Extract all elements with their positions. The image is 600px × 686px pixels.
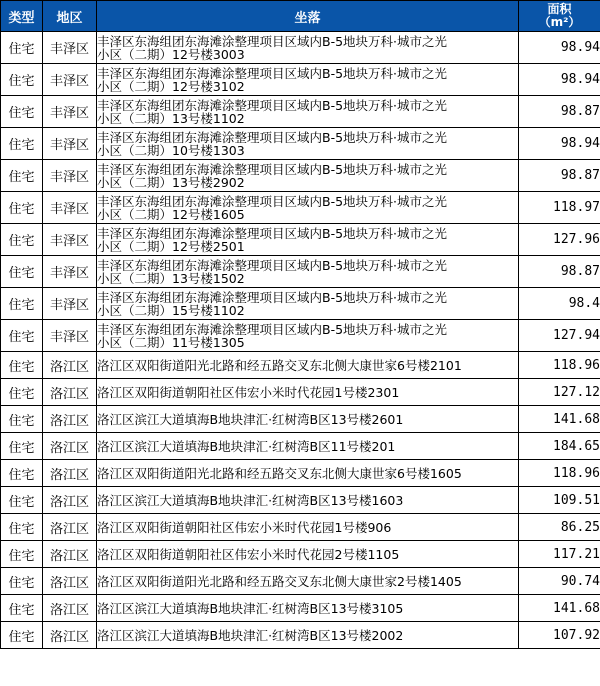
cell-location bbox=[97, 320, 519, 352]
cell-district: 洛江区 bbox=[43, 406, 97, 433]
cell-type: 住宅 bbox=[1, 288, 43, 320]
cell-district: 丰泽区 bbox=[43, 192, 97, 224]
location-line-2: 小区（二期）10号楼1303 bbox=[97, 142, 245, 158]
location-line-1: 丰泽区东海组团东海滩涂整理项目区域内B-5地块万科·城市之光 bbox=[97, 97, 448, 113]
table-row bbox=[1, 568, 600, 595]
cell-type: 住宅 bbox=[1, 256, 43, 288]
cell-area: 90.74 bbox=[519, 568, 600, 595]
cell-location bbox=[97, 433, 519, 460]
cell-location bbox=[97, 192, 519, 224]
cell-type: 住宅 bbox=[1, 96, 43, 128]
table-row bbox=[1, 160, 600, 192]
cell-district: 丰泽区 bbox=[43, 256, 97, 288]
header-district: 地区 bbox=[43, 1, 97, 32]
cell-location bbox=[97, 541, 519, 568]
cell-district: 洛江区 bbox=[43, 568, 97, 595]
cell-district: 丰泽区 bbox=[43, 160, 97, 192]
cell-district: 洛江区 bbox=[43, 487, 97, 514]
cell-district: 丰泽区 bbox=[43, 288, 97, 320]
cell-location bbox=[97, 406, 519, 433]
location-line-1: 洛江区双阳街道朝阳社区伟宏小米时代花园1号楼906 bbox=[97, 519, 392, 535]
cell-area: 98.87 bbox=[519, 256, 600, 288]
location-line-2: 小区（二期）13号楼1502 bbox=[97, 270, 245, 286]
location-line-2: 小区（二期）12号楼3003 bbox=[97, 46, 245, 62]
cell-type: 住宅 bbox=[1, 32, 43, 64]
table-row bbox=[1, 514, 600, 541]
cell-location bbox=[97, 256, 519, 288]
location-line-1: 丰泽区东海组团东海滩涂整理项目区域内B-5地块万科·城市之光 bbox=[97, 289, 448, 305]
cell-type: 住宅 bbox=[1, 541, 43, 568]
cell-area: 86.25 bbox=[519, 514, 600, 541]
table-row bbox=[1, 487, 600, 514]
cell-area: 109.51 bbox=[519, 487, 600, 514]
cell-district: 洛江区 bbox=[43, 352, 97, 379]
cell-location bbox=[97, 568, 519, 595]
table-row bbox=[1, 595, 600, 622]
cell-area: 127.94 bbox=[519, 320, 600, 352]
cell-location bbox=[97, 64, 519, 96]
cell-location bbox=[97, 595, 519, 622]
table-row bbox=[1, 192, 600, 224]
location-line-2: 小区（二期）15号楼1102 bbox=[97, 302, 245, 318]
cell-location bbox=[97, 288, 519, 320]
location-line-1: 丰泽区东海组团东海滩涂整理项目区域内B-5地块万科·城市之光 bbox=[97, 65, 448, 81]
location-line-1: 洛江区滨江大道填海B地块津汇·红树湾B区11号楼201 bbox=[97, 438, 396, 454]
header-area bbox=[519, 1, 600, 32]
cell-location bbox=[97, 514, 519, 541]
location-line-1: 洛江区双阳街道朝阳社区伟宏小米时代花园1号楼2301 bbox=[97, 384, 400, 400]
cell-district: 洛江区 bbox=[43, 595, 97, 622]
location-line-1: 洛江区滨江大道填海B地块津汇·红树湾B区13号楼3105 bbox=[97, 600, 404, 616]
cell-district: 丰泽区 bbox=[43, 128, 97, 160]
table-row bbox=[1, 541, 600, 568]
cell-type: 住宅 bbox=[1, 487, 43, 514]
cell-type: 住宅 bbox=[1, 352, 43, 379]
cell-area: 141.68 bbox=[519, 595, 600, 622]
cell-area: 118.96 bbox=[519, 352, 600, 379]
cell-location bbox=[97, 352, 519, 379]
cell-area: 127.96 bbox=[519, 224, 600, 256]
location-line-2: 小区（二期）12号楼3102 bbox=[97, 78, 245, 94]
cell-location bbox=[97, 96, 519, 128]
table-row bbox=[1, 460, 600, 487]
cell-area: 98.87 bbox=[519, 160, 600, 192]
cell-area: 98.94 bbox=[519, 32, 600, 64]
cell-district: 洛江区 bbox=[43, 460, 97, 487]
table-row bbox=[1, 128, 600, 160]
cell-district: 丰泽区 bbox=[43, 96, 97, 128]
cell-location bbox=[97, 622, 519, 649]
cell-type: 住宅 bbox=[1, 433, 43, 460]
cell-location bbox=[97, 160, 519, 192]
location-line-2: 小区（二期）13号楼1102 bbox=[97, 110, 245, 126]
cell-location bbox=[97, 32, 519, 64]
location-line-2: 小区（二期）11号楼1305 bbox=[97, 334, 245, 350]
cell-type: 住宅 bbox=[1, 224, 43, 256]
location-line-1: 洛江区滨江大道填海B地块津汇·红树湾B区13号楼2002 bbox=[97, 627, 404, 643]
cell-area: 107.92 bbox=[519, 622, 600, 649]
cell-district: 洛江区 bbox=[43, 541, 97, 568]
cell-district: 洛江区 bbox=[43, 433, 97, 460]
table-row bbox=[1, 320, 600, 352]
cell-district: 丰泽区 bbox=[43, 32, 97, 64]
location-line-1: 丰泽区东海组团东海滩涂整理项目区域内B-5地块万科·城市之光 bbox=[97, 321, 448, 337]
cell-type: 住宅 bbox=[1, 160, 43, 192]
header-type: 类型 bbox=[1, 1, 43, 32]
table-row bbox=[1, 32, 600, 64]
cell-type: 住宅 bbox=[1, 64, 43, 96]
cell-location bbox=[97, 460, 519, 487]
table-row bbox=[1, 622, 600, 649]
location-line-2: 小区（二期）13号楼2902 bbox=[97, 174, 245, 190]
table-row bbox=[1, 288, 600, 320]
location-line-1: 洛江区滨江大道填海B地块津汇·红树湾B区13号楼2601 bbox=[97, 411, 404, 427]
cell-location bbox=[97, 379, 519, 406]
cell-district: 丰泽区 bbox=[43, 224, 97, 256]
header-row bbox=[1, 1, 600, 32]
cell-type: 住宅 bbox=[1, 595, 43, 622]
table-row bbox=[1, 433, 600, 460]
cell-location bbox=[97, 128, 519, 160]
cell-type: 住宅 bbox=[1, 514, 43, 541]
cell-area: 127.12 bbox=[519, 379, 600, 406]
cell-district: 洛江区 bbox=[43, 514, 97, 541]
cell-type: 住宅 bbox=[1, 460, 43, 487]
cell-area: 184.65 bbox=[519, 433, 600, 460]
location-line-1: 洛江区双阳街道朝阳社区伟宏小米时代花园2号楼1105 bbox=[97, 546, 400, 562]
cell-area: 98.94 bbox=[519, 128, 600, 160]
cell-type: 住宅 bbox=[1, 406, 43, 433]
table-row bbox=[1, 406, 600, 433]
table-row bbox=[1, 256, 600, 288]
location-line-2: 小区（二期）12号楼2501 bbox=[97, 238, 245, 254]
cell-district: 丰泽区 bbox=[43, 320, 97, 352]
cell-area: 118.97 bbox=[519, 192, 600, 224]
cell-type: 住宅 bbox=[1, 622, 43, 649]
header-area-label: 面积 bbox=[547, 2, 572, 16]
cell-area: 118.96 bbox=[519, 460, 600, 487]
location-line-1: 洛江区双阳街道阳光北路和经五路交叉东北侧大康世家2号楼1405 bbox=[97, 573, 462, 589]
table-row bbox=[1, 96, 600, 128]
table-row bbox=[1, 64, 600, 96]
location-line-1: 丰泽区东海组团东海滩涂整理项目区域内B-5地块万科·城市之光 bbox=[97, 257, 448, 273]
location-line-1: 洛江区滨江大道填海B地块津汇·红树湾B区13号楼1603 bbox=[97, 492, 404, 508]
location-line-1: 丰泽区东海组团东海滩涂整理项目区域内B-5地块万科·城市之光 bbox=[97, 225, 448, 241]
location-line-1: 洛江区双阳街道阳光北路和经五路交叉东北侧大康世家6号楼1605 bbox=[97, 465, 462, 481]
location-line-2: 小区（二期）12号楼1605 bbox=[97, 206, 245, 222]
table-row bbox=[1, 379, 600, 406]
cell-type: 住宅 bbox=[1, 128, 43, 160]
cell-type: 住宅 bbox=[1, 568, 43, 595]
cell-area: 98.4 bbox=[519, 288, 600, 320]
cell-area: 98.87 bbox=[519, 96, 600, 128]
cell-district: 丰泽区 bbox=[43, 64, 97, 96]
header-area-unit: （m²） bbox=[538, 15, 581, 29]
cell-district: 洛江区 bbox=[43, 379, 97, 406]
table-row bbox=[1, 352, 600, 379]
location-line-1: 丰泽区东海组团东海滩涂整理项目区域内B-5地块万科·城市之光 bbox=[97, 129, 448, 145]
cell-type: 住宅 bbox=[1, 379, 43, 406]
location-line-1: 丰泽区东海组团东海滩涂整理项目区域内B-5地块万科·城市之光 bbox=[97, 33, 448, 49]
location-line-1: 丰泽区东海组团东海滩涂整理项目区域内B-5地块万科·城市之光 bbox=[97, 193, 448, 209]
location-line-1: 丰泽区东海组团东海滩涂整理项目区域内B-5地块万科·城市之光 bbox=[97, 161, 448, 177]
cell-type: 住宅 bbox=[1, 192, 43, 224]
cell-location bbox=[97, 487, 519, 514]
cell-type: 住宅 bbox=[1, 320, 43, 352]
cell-area: 98.94 bbox=[519, 64, 600, 96]
header-location: 坐落 bbox=[97, 1, 519, 32]
cell-area: 141.68 bbox=[519, 406, 600, 433]
cell-district: 洛江区 bbox=[43, 622, 97, 649]
location-line-1: 洛江区双阳街道阳光北路和经五路交叉东北侧大康世家6号楼2101 bbox=[97, 357, 462, 373]
cell-location bbox=[97, 224, 519, 256]
cell-area: 117.21 bbox=[519, 541, 600, 568]
table-row bbox=[1, 224, 600, 256]
